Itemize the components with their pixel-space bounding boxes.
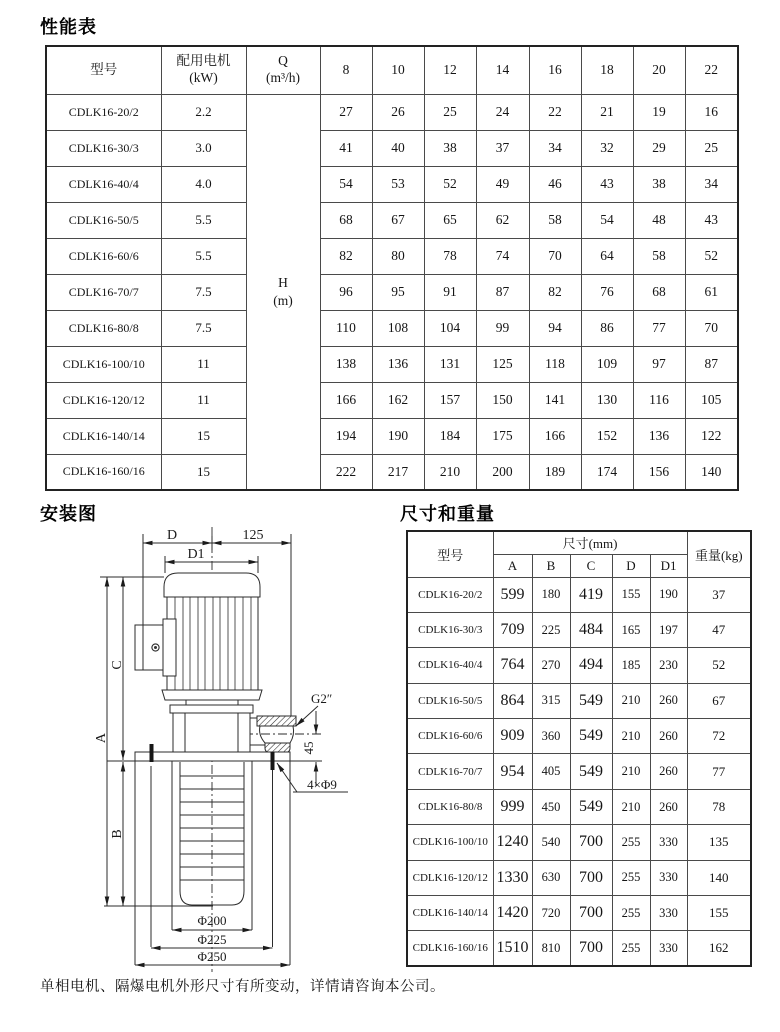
head-value-cell: 48 — [633, 202, 685, 238]
model-cell: CDLK16-40/4 — [46, 166, 161, 202]
head-value-cell: 174 — [581, 454, 633, 490]
dimension-value-cell: 260 — [650, 683, 687, 718]
motor-power-cell: 3.0 — [161, 130, 246, 166]
motor — [135, 573, 262, 700]
dimension-value-cell: 210 — [612, 789, 650, 824]
head-value-cell: 108 — [372, 310, 424, 346]
dim-125-label: 125 — [242, 528, 264, 543]
flow-header-cell: 12 — [424, 46, 476, 94]
model-cell: CDLK16-50/5 — [407, 683, 493, 718]
model-cell: CDLK16-160/16 — [407, 931, 493, 966]
model-cell: CDLK16-80/8 — [46, 310, 161, 346]
dimension-value-cell: 155 — [612, 577, 650, 612]
flow-header-cell: 22 — [685, 46, 738, 94]
dimension-value-cell: 764 — [493, 648, 532, 683]
dimension-value-cell: 999 — [493, 789, 532, 824]
dimension-value-cell: 549 — [570, 683, 612, 718]
motor-power-cell: 5.5 — [161, 202, 246, 238]
dimension-value-cell: 185 — [612, 648, 650, 683]
dimension-value-cell: 1330 — [493, 860, 532, 895]
motor-power-cell: 11 — [161, 346, 246, 382]
head-value-cell: 53 — [372, 166, 424, 202]
weight-cell: 162 — [687, 931, 751, 966]
performance-table-title: 性能表 — [40, 17, 97, 37]
installation-diagram-title: 安装图 — [40, 504, 97, 524]
model-cell: CDLK16-80/8 — [407, 789, 493, 824]
head-value-cell: 91 — [424, 274, 476, 310]
head-value-cell: 122 — [685, 418, 738, 454]
head-value-cell: 61 — [685, 274, 738, 310]
bolt-holes-label: 4×Φ9 — [307, 777, 337, 792]
flow-header-cell: 10 — [372, 46, 424, 94]
weight-cell: 135 — [687, 825, 751, 860]
footnote: 单相电机、隔爆电机外形尺寸有所变动，详情请咨询本公司。 — [40, 979, 445, 995]
head-value-cell: 210 — [424, 454, 476, 490]
head-value-cell: 104 — [424, 310, 476, 346]
head-value-cell: 16 — [685, 94, 738, 130]
motor-power-cell: 15 — [161, 418, 246, 454]
head-value-cell: 70 — [529, 238, 581, 274]
head-value-cell: 58 — [633, 238, 685, 274]
dimension-value-cell: 330 — [650, 896, 687, 931]
head-value-cell: 87 — [685, 346, 738, 382]
dimension-value-cell: 180 — [532, 577, 570, 612]
head-value-cell: 130 — [581, 382, 633, 418]
head-value-cell: 68 — [320, 202, 372, 238]
dimension-value-cell: 700 — [570, 896, 612, 931]
model-cell: CDLK16-30/3 — [407, 612, 493, 647]
dimension-value-cell: 700 — [570, 825, 612, 860]
head-value-cell: 140 — [685, 454, 738, 490]
junction-pad — [163, 619, 176, 676]
dimension-value-cell: 540 — [532, 825, 570, 860]
motor-power-cell: 11 — [161, 382, 246, 418]
motor-bottom-rim — [162, 690, 262, 700]
model-cell: CDLK16-60/6 — [46, 238, 161, 274]
model-cell: CDLK16-40/4 — [407, 648, 493, 683]
model-column-header: 型号 — [46, 46, 161, 94]
dim-c-label: C — [110, 660, 125, 670]
head-value-cell: 105 — [685, 382, 738, 418]
head-value-cell: 116 — [633, 382, 685, 418]
model-cell: CDLK16-30/3 — [46, 130, 161, 166]
dim-b-label: B — [110, 829, 125, 839]
dimension-value-cell: 549 — [570, 754, 612, 789]
dimension-value-cell: 909 — [493, 719, 532, 754]
dim-a-label: A — [94, 732, 109, 744]
model-cell: CDLK16-100/10 — [46, 346, 161, 382]
dimension-value-cell: 494 — [570, 648, 612, 683]
dimension-value-cell: 330 — [650, 825, 687, 860]
weight-cell: 37 — [687, 577, 751, 612]
flow-header-cell: 20 — [633, 46, 685, 94]
port-leader-line — [296, 706, 318, 726]
dia-250-label: Φ250 — [197, 949, 227, 964]
head-value-cell: 34 — [685, 166, 738, 202]
motor-power-cell: 4.0 — [161, 166, 246, 202]
head-value-cell: 54 — [581, 202, 633, 238]
discharge-port — [257, 716, 296, 753]
dimension-value-cell: 1420 — [493, 896, 532, 931]
size-column-header: A — [493, 554, 532, 577]
dimension-value-cell: 255 — [612, 860, 650, 895]
head-value-cell: 62 — [476, 202, 529, 238]
weight-cell: 72 — [687, 719, 751, 754]
head-value-cell: 138 — [320, 346, 372, 382]
dimension-value-cell: 484 — [570, 612, 612, 647]
flow-header-cell: 18 — [581, 46, 633, 94]
head-value-cell: 125 — [476, 346, 529, 382]
model-cell: CDLK16-50/5 — [46, 202, 161, 238]
head-value-cell: 166 — [529, 418, 581, 454]
head-value-cell: 86 — [581, 310, 633, 346]
head-value-cell: 21 — [581, 94, 633, 130]
head-value-cell: 80 — [372, 238, 424, 274]
head-value-cell: 118 — [529, 346, 581, 382]
head-value-cell: 194 — [320, 418, 372, 454]
model-cell: CDLK16-100/10 — [407, 825, 493, 860]
pump-head — [170, 700, 265, 752]
weight-cell: 47 — [687, 612, 751, 647]
head-value-cell: 78 — [424, 238, 476, 274]
head-value-cell: 200 — [476, 454, 529, 490]
motor-power-cell: 15 — [161, 454, 246, 490]
head-value-cell: 189 — [529, 454, 581, 490]
head-value-cell: 52 — [424, 166, 476, 202]
dia-225-label: Φ225 — [197, 932, 227, 947]
dimensions-table-title: 尺寸和重量 — [400, 504, 495, 524]
dims-weight-header: 重量(kg) — [687, 531, 751, 577]
dims-size-header: 尺寸(mm) — [493, 531, 687, 554]
head-value-cell: 46 — [529, 166, 581, 202]
dimension-value-cell: 630 — [532, 860, 570, 895]
head-value-cell: 70 — [685, 310, 738, 346]
head-value-cell: 37 — [476, 130, 529, 166]
dimension-value-cell: 405 — [532, 754, 570, 789]
dimension-value-cell: 165 — [612, 612, 650, 647]
dimension-value-cell: 260 — [650, 789, 687, 824]
head-value-cell: 99 — [476, 310, 529, 346]
head-value-cell: 184 — [424, 418, 476, 454]
dimension-value-cell: 419 — [570, 577, 612, 612]
head-value-cell: 25 — [685, 130, 738, 166]
head-value-cell: 38 — [424, 130, 476, 166]
head-value-cell: 43 — [581, 166, 633, 202]
head-value-cell: 22 — [529, 94, 581, 130]
weight-cell: 140 — [687, 860, 751, 895]
dimension-value-cell: 709 — [493, 612, 532, 647]
head-value-cell: 41 — [320, 130, 372, 166]
head-value-cell: 34 — [529, 130, 581, 166]
size-column-header: D — [612, 554, 650, 577]
motor-power-cell: 5.5 — [161, 238, 246, 274]
head-value-cell: 77 — [633, 310, 685, 346]
dimension-value-cell: 810 — [532, 931, 570, 966]
head-value-cell: 58 — [529, 202, 581, 238]
dimension-value-cell: 1510 — [493, 931, 532, 966]
dimension-value-cell: 225 — [532, 612, 570, 647]
dim-45-label: 45 — [301, 741, 316, 755]
dimension-value-cell: 270 — [532, 648, 570, 683]
head-value-cell: 68 — [633, 274, 685, 310]
head-value-cell: 49 — [476, 166, 529, 202]
head-value-cell: 136 — [633, 418, 685, 454]
bolt-hole-left — [150, 744, 154, 762]
dim-d1-label: D1 — [187, 547, 205, 562]
motor-power-cell: 2.2 — [161, 94, 246, 130]
motor-power-cell: 7.5 — [161, 310, 246, 346]
dim-d-label: D — [166, 528, 178, 543]
dimension-value-cell: 210 — [612, 719, 650, 754]
head-value-cell: 162 — [372, 382, 424, 418]
head-value-cell: 19 — [633, 94, 685, 130]
head-value-cell: 156 — [633, 454, 685, 490]
dimension-value-cell: 1240 — [493, 825, 532, 860]
dimension-value-cell: 330 — [650, 931, 687, 966]
head-value-cell: 82 — [320, 238, 372, 274]
model-cell: CDLK16-20/2 — [46, 94, 161, 130]
model-cell: CDLK16-120/12 — [46, 382, 161, 418]
size-column-header: C — [570, 554, 612, 577]
head-value-cell: 109 — [581, 346, 633, 382]
head-value-cell: 24 — [476, 94, 529, 130]
head-value-cell: 136 — [372, 346, 424, 382]
dia-200-label: Φ200 — [197, 913, 227, 928]
head-value-cell: 27 — [320, 94, 372, 130]
flow-header-cell: 8 — [320, 46, 372, 94]
head-value-cell: 87 — [476, 274, 529, 310]
model-cell: CDLK16-60/6 — [407, 719, 493, 754]
dimension-value-cell: 255 — [612, 931, 650, 966]
dimension-value-cell: 260 — [650, 754, 687, 789]
head-value-cell: 190 — [372, 418, 424, 454]
head-value-cell: 94 — [529, 310, 581, 346]
head-value-cell: 67 — [372, 202, 424, 238]
dimension-value-cell: 720 — [532, 896, 570, 931]
head-value-cell: 110 — [320, 310, 372, 346]
head-value-cell: 54 — [320, 166, 372, 202]
weight-cell: 52 — [687, 648, 751, 683]
model-cell: CDLK16-70/7 — [407, 754, 493, 789]
dimension-value-cell: 255 — [612, 825, 650, 860]
model-cell: CDLK16-20/2 — [407, 577, 493, 612]
head-value-cell: 82 — [529, 274, 581, 310]
size-column-header: B — [532, 554, 570, 577]
head-value-cell: 157 — [424, 382, 476, 418]
barrel-stages — [180, 776, 244, 880]
dims-model-header: 型号 — [407, 531, 493, 577]
head-value-cell: 131 — [424, 346, 476, 382]
head-value-cell: 64 — [581, 238, 633, 274]
dimension-value-cell: 360 — [532, 719, 570, 754]
head-value-cell: 26 — [372, 94, 424, 130]
head-value-cell: 76 — [581, 274, 633, 310]
dimension-value-cell: 315 — [532, 683, 570, 718]
h-label-line2: (m) — [273, 292, 293, 308]
dimension-value-cell: 255 — [612, 896, 650, 931]
model-cell: CDLK16-140/14 — [407, 896, 493, 931]
weight-cell: 77 — [687, 754, 751, 789]
dimension-value-cell: 700 — [570, 931, 612, 966]
head-value-cell: 29 — [633, 130, 685, 166]
flow-header-cell: 14 — [476, 46, 529, 94]
head-value-cell: 96 — [320, 274, 372, 310]
dimension-value-cell: 197 — [650, 612, 687, 647]
dimension-value-cell: 330 — [650, 860, 687, 895]
head-value-cell: 32 — [581, 130, 633, 166]
head-value-cell: 97 — [633, 346, 685, 382]
weight-cell: 67 — [687, 683, 751, 718]
model-cell: CDLK16-120/12 — [407, 860, 493, 895]
model-cell: CDLK16-70/7 — [46, 274, 161, 310]
dimension-value-cell: 599 — [493, 577, 532, 612]
head-value-cell: 95 — [372, 274, 424, 310]
dimension-value-cell: 190 — [650, 577, 687, 612]
dimension-value-cell: 549 — [570, 789, 612, 824]
dimension-value-cell: 450 — [532, 789, 570, 824]
flow-header-cell: 16 — [529, 46, 581, 94]
dimension-value-cell: 260 — [650, 719, 687, 754]
motor-header-line1: 配用电机 — [176, 53, 231, 69]
dimension-value-cell: 549 — [570, 719, 612, 754]
motor-power-cell: 7.5 — [161, 274, 246, 310]
head-value-cell: 38 — [633, 166, 685, 202]
head-value-cell: 152 — [581, 418, 633, 454]
dimension-value-cell: 954 — [493, 754, 532, 789]
head-value-cell: 175 — [476, 418, 529, 454]
q-header-line2: (m³/h) — [265, 70, 301, 86]
dimension-value-cell: 864 — [493, 683, 532, 718]
model-cell: CDLK16-160/16 — [46, 454, 161, 490]
bolt-hole-right — [271, 752, 275, 770]
head-value-cell: 217 — [372, 454, 424, 490]
dimension-value-cell: 210 — [612, 683, 650, 718]
head-value-cell: 40 — [372, 130, 424, 166]
head-value-cell: 150 — [476, 382, 529, 418]
head-value-cell: 141 — [529, 382, 581, 418]
dimension-value-cell: 210 — [612, 754, 650, 789]
head-value-cell: 52 — [685, 238, 738, 274]
motor-header-line2: (kW) — [189, 70, 218, 86]
dimension-value-cell: 700 — [570, 860, 612, 895]
head-value-cell: 43 — [685, 202, 738, 238]
head-value-cell: 74 — [476, 238, 529, 274]
head-value-cell: 166 — [320, 382, 372, 418]
port-thread-label: G2″ — [311, 691, 333, 706]
h-label-line1: H — [278, 275, 288, 291]
weight-cell: 78 — [687, 789, 751, 824]
head-value-cell: 222 — [320, 454, 372, 490]
weight-cell: 155 — [687, 896, 751, 931]
model-cell: CDLK16-140/14 — [46, 418, 161, 454]
head-value-cell: 25 — [424, 94, 476, 130]
q-header-line1: Q — [278, 53, 288, 69]
junction-box — [135, 625, 163, 670]
dimension-value-cell: 230 — [650, 648, 687, 683]
size-column-header: D1 — [650, 554, 687, 577]
head-value-cell: 65 — [424, 202, 476, 238]
